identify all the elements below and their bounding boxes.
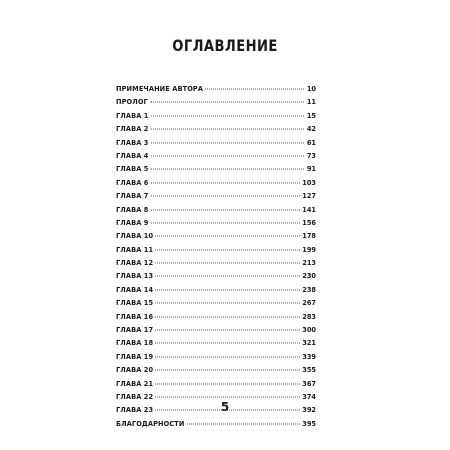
toc-entry: [116, 270, 316, 283]
toc-entry: [116, 257, 316, 270]
toc-entry: [116, 110, 316, 123]
toc-entry-page: 267: [302, 299, 316, 308]
toc-entry-label: ГЛАВА 13: [116, 272, 154, 281]
toc-entry-page: 73: [306, 151, 316, 160]
toc-entry: [116, 418, 316, 431]
toc-entry-page: 178: [302, 232, 316, 241]
dot-leader: [155, 316, 300, 317]
dot-leader: [155, 236, 300, 237]
dot-leader: [151, 142, 305, 143]
toc-entry-label: ГЛАВА 1: [116, 111, 149, 120]
page-number: 5: [220, 400, 230, 414]
toc-entry: [116, 204, 316, 217]
toc-entry-page: 339: [302, 352, 316, 361]
toc-entry-label: БЛАГОДАРНОСТИ: [116, 419, 185, 428]
toc-entry-label: ГЛАВА 12: [116, 259, 154, 268]
toc-entry-page: 199: [302, 245, 316, 254]
toc-entry-label: ГЛАВА 18: [116, 339, 154, 348]
dot-leader: [150, 102, 304, 103]
toc-entry-label: ГЛАВА 17: [116, 326, 154, 335]
toc-entry: [116, 137, 316, 150]
toc-entry: [116, 378, 316, 391]
toc-entry-page: 42: [306, 125, 316, 134]
toc-entry-label: ГЛАВА 21: [116, 379, 154, 388]
dot-leader: [151, 155, 305, 156]
dot-leader: [155, 343, 300, 344]
toc-entry: [116, 284, 316, 297]
toc-entry: [116, 311, 316, 324]
dot-leader: [155, 249, 300, 250]
dot-leader: [155, 276, 300, 277]
toc-entry-label: ГЛАВА 6: [116, 178, 149, 187]
toc-entry-label: ГЛАВА 16: [116, 312, 154, 321]
toc-entry: [116, 217, 316, 230]
toc-entry-label: ГЛАВА 7: [116, 192, 149, 201]
table-of-contents: [116, 83, 316, 431]
dot-leader: [155, 263, 300, 264]
dot-leader: [151, 182, 301, 183]
toc-entry: [116, 244, 316, 257]
dot-leader: [205, 89, 304, 90]
toc-entry: [116, 297, 316, 310]
dot-leader: [155, 383, 300, 384]
dot-leader: [187, 423, 301, 424]
toc-entry-page: 321: [302, 339, 316, 348]
toc-entry-page: 103: [302, 178, 316, 187]
toc-entry: [116, 123, 316, 136]
dot-leader: [155, 396, 300, 397]
toc-entry: [116, 337, 316, 350]
toc-entry-label: ГЛАВА 15: [116, 299, 154, 308]
toc-entry: [116, 364, 316, 377]
toc-entry-label: ГЛАВА 14: [116, 285, 154, 294]
dot-leader: [155, 303, 300, 304]
dot-leader: [151, 115, 305, 116]
toc-entry-label: ГЛАВА 22: [116, 392, 154, 401]
toc-entry-page: 300: [302, 326, 316, 335]
toc-entry-page: 374: [302, 392, 316, 401]
toc-entry-page: 392: [302, 406, 316, 415]
toc-entry-label: ГЛАВА 20: [116, 366, 154, 375]
dot-leader: [151, 222, 301, 223]
toc-entry-page: 156: [302, 218, 316, 227]
dot-leader: [155, 356, 300, 357]
toc-entry: [116, 96, 316, 109]
toc-entry-page: 15: [306, 111, 316, 120]
toc-entry-page: 10: [306, 85, 316, 93]
toc-entry-page: 127: [302, 192, 316, 201]
toc-entry-page: 11: [306, 98, 316, 107]
dot-leader: [151, 209, 301, 210]
toc-entry-page: 367: [302, 379, 316, 388]
toc-entry-label: ГЛАВА 23: [116, 406, 154, 415]
toc-entry: [116, 324, 316, 337]
dot-leader: [151, 169, 305, 170]
dot-leader: [151, 196, 301, 197]
dot-leader: [151, 129, 305, 130]
dot-leader: [155, 289, 300, 290]
dot-leader: [155, 330, 300, 331]
dot-leader: [155, 370, 300, 371]
toc-entry-label: ГЛАВА 3: [116, 138, 149, 147]
toc-entry: [116, 351, 316, 364]
toc-entry-label: ГЛАВА 2: [116, 125, 149, 134]
toc-entry: [116, 177, 316, 190]
toc-entry-label: ГЛАВА 10: [116, 232, 154, 241]
page-title: ОГЛАВЛЕНИЕ: [172, 36, 278, 55]
toc-entry-page: 213: [302, 259, 316, 268]
toc-entry-page: 395: [302, 419, 316, 428]
toc-entry-page: 61: [306, 138, 316, 147]
toc-entry-label: ГЛАВА 19: [116, 352, 154, 361]
toc-entry-page: 355: [302, 366, 316, 375]
toc-entry-label: ГЛАВА 9: [116, 218, 149, 227]
toc-entry: [116, 83, 316, 96]
toc-entry-label: ГЛАВА 11: [116, 245, 154, 254]
toc-entry-label: ПРОЛОГ: [116, 98, 148, 107]
toc-entry-label: ГЛАВА 8: [116, 205, 149, 214]
toc-entry-page: 238: [302, 285, 316, 294]
toc-entry-page: 91: [306, 165, 316, 174]
toc-entry: [116, 230, 316, 243]
toc-entry-page: 230: [302, 272, 316, 281]
toc-entry-page: 141: [302, 205, 316, 214]
toc-entry-page: 283: [302, 312, 316, 321]
toc-entry-label: ГЛАВА 5: [116, 165, 149, 174]
toc-entry-label: ПРИМЕЧАНИЕ АВТОРА: [116, 85, 204, 93]
toc-entry-label: ГЛАВА 4: [116, 151, 149, 160]
toc-entry: [116, 163, 316, 176]
toc-entry: [116, 150, 316, 163]
toc-entry: [116, 190, 316, 203]
